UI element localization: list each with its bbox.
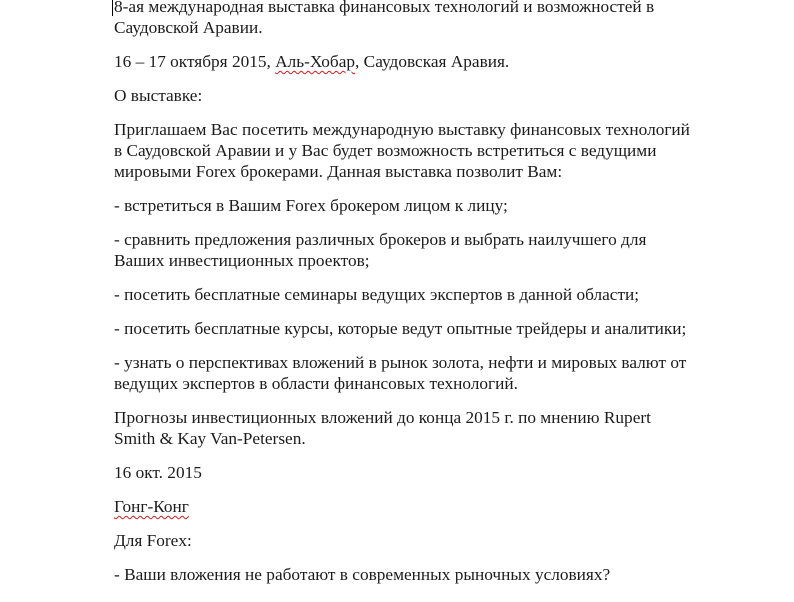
bullet-5	[114, 352, 754, 394]
event-title-line-1: 8-ая международная выставка финансовых технологий и возможностей в	[114, 0, 655, 16]
question-1-text: - Ваши вложения не работают в современных рыночных условиях?	[114, 565, 611, 584]
forex-heading	[114, 530, 754, 551]
bullet-3-text: - посетить бесплатные семинары ведущих экспертов в данной области;	[114, 285, 640, 304]
event-title	[114, 0, 754, 38]
forecast-date	[114, 462, 754, 483]
intro-line-2: в Саудовской Аравии и у Вас будет возможность встретиться с ведущими	[114, 141, 657, 160]
forecast-paragraph	[114, 407, 754, 449]
bullet-4-text: - посетить бесплатные курсы, которые ведут опытные трейдеры и аналитики;	[114, 319, 687, 338]
event-dates-prefix: 16 – 17 октября 2015,	[114, 52, 276, 71]
event-dates-line	[114, 51, 754, 72]
bullet-2-line-1: - сравнить предложения различных брокеров и выбрать наилучшего для	[114, 230, 647, 249]
bullet-5-line-1: - узнать о перспективах вложений в рынок золота, нефти и мировых валют от	[114, 353, 687, 372]
forex-heading-text: Для Forex:	[114, 531, 192, 550]
intro-paragraph	[114, 119, 754, 182]
event-dates	[114, 51, 754, 72]
about-heading-text: О выставке:	[114, 86, 203, 105]
forecast-location-text: Гонг-Конг	[114, 497, 189, 516]
bullet-3	[114, 284, 754, 305]
bullet-2-line-2: Ваших инвестиционных проектов;	[114, 251, 370, 270]
event-title-line-2: Саудовской Аравии.	[114, 18, 263, 37]
event-dates-suffix: , Саудовская Аравия.	[355, 52, 510, 71]
forecast-line-1: Прогнозы инвестиционных вложений до конца 2015 г. по мнению Rupert	[114, 408, 651, 427]
forecast-date-text: 16 окт. 2015	[114, 463, 202, 482]
event-city: Аль-Хобар	[275, 52, 356, 71]
question-1	[114, 564, 754, 585]
document-body[interactable]	[114, 0, 754, 598]
intro-line-1: Приглашаем Вас посетить международную выставку финансовых технологий	[114, 120, 690, 139]
bullet-4	[114, 318, 754, 339]
forecast-location	[114, 496, 754, 517]
text-cursor	[112, 0, 113, 16]
about-heading	[114, 85, 754, 106]
bullet-2	[114, 229, 754, 271]
intro-line-3: мировыми Forex брокерами. Данная выставка позволит Вам:	[114, 162, 563, 181]
forecast-line-2: Smith & Kay Van-Petersen.	[114, 429, 306, 448]
bullet-5-line-2: ведущих экспертов в области финансовых технологий.	[114, 374, 518, 393]
bullet-1-text: - встретиться в Вашим Forex брокером лицом к лицу;	[114, 196, 508, 215]
bullet-1	[114, 195, 754, 216]
